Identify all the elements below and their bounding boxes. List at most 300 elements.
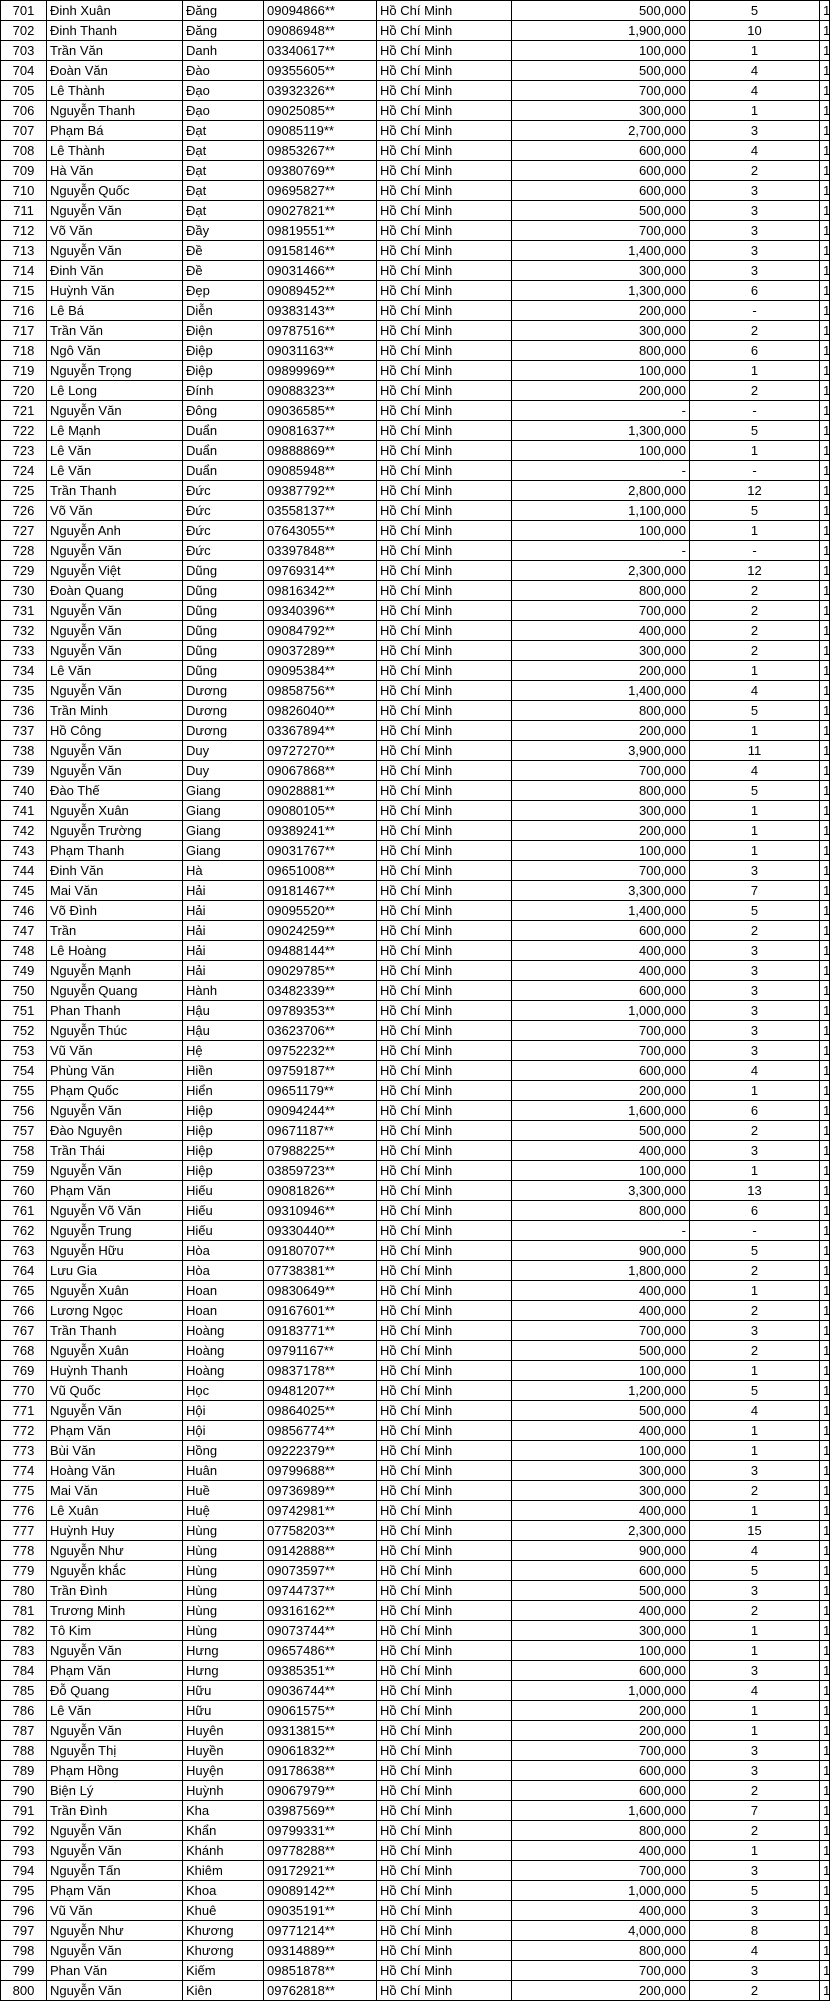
cell-row-number: 780	[1, 1581, 47, 1601]
cell-amount: 300,000	[512, 1621, 690, 1641]
cell-row-number: 784	[1, 1661, 47, 1681]
cell-phone: 09172921**	[264, 1861, 377, 1881]
cell-phone: 07758203**	[264, 1521, 377, 1541]
cell-flag: 1	[820, 401, 830, 421]
cell-family-name: Nguyễn Thanh	[47, 101, 183, 121]
cell-flag: 1	[820, 161, 830, 181]
cell-phone: 09178638**	[264, 1761, 377, 1781]
cell-flag: 1	[820, 601, 830, 621]
cell-amount: 2,800,000	[512, 481, 690, 501]
cell-city: Hồ Chí Minh	[377, 1361, 512, 1381]
cell-row-number: 768	[1, 1341, 47, 1361]
cell-amount: 200,000	[512, 1981, 690, 2001]
cell-count: 1	[690, 101, 820, 121]
table-row	[1, 281, 830, 301]
cell-count: 4	[690, 1681, 820, 1701]
cell-city: Hồ Chí Minh	[377, 1481, 512, 1501]
cell-given-name: Hải	[183, 881, 264, 901]
cell-count: 1	[690, 801, 820, 821]
cell-city: Hồ Chí Minh	[377, 361, 512, 381]
cell-city: Hồ Chí Minh	[377, 901, 512, 921]
cell-flag: 1	[820, 801, 830, 821]
cell-phone: 09742981**	[264, 1501, 377, 1521]
cell-family-name: Nguyễn Thúc	[47, 1021, 183, 1041]
cell-given-name: Huề	[183, 1481, 264, 1501]
cell-phone: 09222379**	[264, 1441, 377, 1461]
cell-city: Hồ Chí Minh	[377, 21, 512, 41]
table-row	[1, 701, 830, 721]
cell-row-number: 713	[1, 241, 47, 261]
cell-city: Hồ Chí Minh	[377, 1101, 512, 1121]
cell-city: Hồ Chí Minh	[377, 1141, 512, 1161]
cell-count: 2	[690, 601, 820, 621]
table-row	[1, 1521, 830, 1541]
cell-flag: 1	[820, 1041, 830, 1061]
cell-count: 1	[690, 1161, 820, 1181]
cell-flag: 1	[820, 61, 830, 81]
cell-phone: 09316162**	[264, 1601, 377, 1621]
cell-city: Hồ Chí Minh	[377, 1401, 512, 1421]
cell-family-name: Nguyễn Văn	[47, 681, 183, 701]
cell-given-name: Hùng	[183, 1621, 264, 1641]
table-row	[1, 1841, 830, 1861]
cell-given-name: Điệp	[183, 361, 264, 381]
cell-count: 2	[690, 381, 820, 401]
cell-phone: 09888869**	[264, 441, 377, 461]
table-row	[1, 1701, 830, 1721]
cell-family-name: Lương Ngọc	[47, 1301, 183, 1321]
cell-phone: 09029785**	[264, 961, 377, 981]
cell-row-number: 799	[1, 1961, 47, 1981]
cell-city: Hồ Chí Minh	[377, 741, 512, 761]
cell-family-name: Mai Văn	[47, 1481, 183, 1501]
cell-flag: 1	[820, 281, 830, 301]
cell-flag: 1	[820, 1761, 830, 1781]
table-row	[1, 201, 830, 221]
cell-given-name: Đạt	[183, 201, 264, 221]
cell-flag: 1	[820, 561, 830, 581]
cell-flag: 1	[820, 761, 830, 781]
cell-city: Hồ Chí Minh	[377, 1521, 512, 1541]
cell-city: Hồ Chí Minh	[377, 1781, 512, 1801]
cell-city: Hồ Chí Minh	[377, 601, 512, 621]
cell-row-number: 750	[1, 981, 47, 1001]
cell-amount: 2,300,000	[512, 1521, 690, 1541]
cell-phone: 09095384**	[264, 661, 377, 681]
cell-row-number: 763	[1, 1241, 47, 1261]
cell-row-number: 757	[1, 1121, 47, 1141]
cell-phone: 09651008**	[264, 861, 377, 881]
cell-family-name: Nguyễn Trường	[47, 821, 183, 841]
cell-given-name: Hưng	[183, 1641, 264, 1661]
cell-row-number: 731	[1, 601, 47, 621]
cell-given-name: Duẩn	[183, 461, 264, 481]
cell-count: 7	[690, 1801, 820, 1821]
table-row	[1, 1041, 830, 1061]
cell-row-number: 783	[1, 1641, 47, 1661]
table-row	[1, 1941, 830, 1961]
cell-flag: 1	[820, 1801, 830, 1821]
cell-city: Hồ Chí Minh	[377, 401, 512, 421]
cell-family-name: Nguyễn Trung	[47, 1221, 183, 1241]
cell-count: 6	[690, 1101, 820, 1121]
cell-phone: 09314889**	[264, 1941, 377, 1961]
cell-flag: 1	[820, 1701, 830, 1721]
cell-flag: 1	[820, 121, 830, 141]
cell-family-name: Trần	[47, 921, 183, 941]
cell-phone: 09385351**	[264, 1661, 377, 1681]
table-row	[1, 1981, 830, 2001]
table-row	[1, 1301, 830, 1321]
table-row	[1, 301, 830, 321]
cell-city: Hồ Chí Minh	[377, 1501, 512, 1521]
table-row	[1, 241, 830, 261]
cell-family-name: Trần Minh	[47, 701, 183, 721]
cell-row-number: 705	[1, 81, 47, 101]
cell-count: 6	[690, 1201, 820, 1221]
cell-row-number: 740	[1, 781, 47, 801]
cell-city: Hồ Chí Minh	[377, 201, 512, 221]
cell-given-name: Giang	[183, 841, 264, 861]
cell-phone: 09080105**	[264, 801, 377, 821]
cell-family-name: Tô Kim	[47, 1621, 183, 1641]
cell-amount: 600,000	[512, 981, 690, 1001]
table-row	[1, 501, 830, 521]
cell-given-name: Kiếm	[183, 1961, 264, 1981]
cell-row-number: 752	[1, 1021, 47, 1041]
cell-phone: 09816342**	[264, 581, 377, 601]
cell-flag: 1	[820, 461, 830, 481]
table-row	[1, 1921, 830, 1941]
table-row	[1, 1621, 830, 1641]
cell-family-name: Nguyễn Văn	[47, 641, 183, 661]
cell-count: 4	[690, 1401, 820, 1421]
cell-family-name: Nguyễn Văn	[47, 1821, 183, 1841]
cell-city: Hồ Chí Minh	[377, 1, 512, 21]
cell-family-name: Bùi Văn	[47, 1441, 183, 1461]
cell-city: Hồ Chí Minh	[377, 761, 512, 781]
cell-row-number: 726	[1, 501, 47, 521]
cell-city: Hồ Chí Minh	[377, 301, 512, 321]
cell-flag: 1	[820, 321, 830, 341]
cell-given-name: Hiệp	[183, 1161, 264, 1181]
cell-row-number: 754	[1, 1061, 47, 1081]
cell-given-name: Hiển	[183, 1081, 264, 1101]
cell-amount: 200,000	[512, 381, 690, 401]
cell-row-number: 785	[1, 1681, 47, 1701]
cell-phone: 07988225**	[264, 1141, 377, 1161]
cell-phone: 09853267**	[264, 141, 377, 161]
cell-given-name: Hậu	[183, 1001, 264, 1021]
cell-amount: 600,000	[512, 1761, 690, 1781]
cell-flag: 1	[820, 1981, 830, 2001]
cell-flag: 1	[820, 1501, 830, 1521]
cell-given-name: Hải	[183, 941, 264, 961]
cell-row-number: 710	[1, 181, 47, 201]
cell-phone: 09031163**	[264, 341, 377, 361]
cell-phone: 09837178**	[264, 1361, 377, 1381]
cell-given-name: Kha	[183, 1801, 264, 1821]
cell-city: Hồ Chí Minh	[377, 341, 512, 361]
cell-family-name: Phạm Văn	[47, 1881, 183, 1901]
table-row	[1, 1441, 830, 1461]
cell-flag: 1	[820, 1101, 830, 1121]
cell-given-name: Hoàng	[183, 1341, 264, 1361]
cell-count: 1	[690, 1641, 820, 1661]
cell-city: Hồ Chí Minh	[377, 381, 512, 401]
cell-row-number: 773	[1, 1441, 47, 1461]
cell-count: 13	[690, 1181, 820, 1201]
cell-family-name: Nguyễn Văn	[47, 541, 183, 561]
cell-amount: 1,300,000	[512, 281, 690, 301]
cell-amount: 300,000	[512, 641, 690, 661]
cell-flag: 1	[820, 261, 830, 281]
cell-flag: 1	[820, 1361, 830, 1381]
cell-count: 1	[690, 1361, 820, 1381]
cell-flag: 1	[820, 1401, 830, 1421]
cell-family-name: Nguyễn Văn	[47, 1721, 183, 1741]
cell-flag: 1	[820, 21, 830, 41]
cell-phone: 03340617**	[264, 41, 377, 61]
table-row	[1, 81, 830, 101]
cell-family-name: Nguyễn Văn	[47, 1981, 183, 2001]
table-row	[1, 1661, 830, 1681]
table-row	[1, 881, 830, 901]
cell-amount: 400,000	[512, 1281, 690, 1301]
cell-count: 11	[690, 741, 820, 761]
cell-family-name: Nguyễn Hữu	[47, 1241, 183, 1261]
cell-family-name: Nguyễn Quốc	[47, 181, 183, 201]
cell-city: Hồ Chí Minh	[377, 861, 512, 881]
cell-family-name: Nguyễn Như	[47, 1921, 183, 1941]
cell-phone: 09036744**	[264, 1681, 377, 1701]
cell-row-number: 737	[1, 721, 47, 741]
cell-amount: 100,000	[512, 1361, 690, 1381]
cell-row-number: 732	[1, 621, 47, 641]
cell-given-name: Hoàng	[183, 1361, 264, 1381]
table-row	[1, 1761, 830, 1781]
cell-amount: -	[512, 401, 690, 421]
cell-phone: 09073744**	[264, 1621, 377, 1641]
cell-family-name: Nguyễn Xuân	[47, 1281, 183, 1301]
cell-flag: 1	[820, 481, 830, 501]
cell-city: Hồ Chí Minh	[377, 1841, 512, 1861]
cell-family-name: Trần Văn	[47, 321, 183, 341]
cell-count: 3	[690, 1041, 820, 1061]
cell-family-name: Lê Thành	[47, 81, 183, 101]
cell-flag: 1	[820, 1741, 830, 1761]
cell-flag: 1	[820, 1161, 830, 1181]
cell-phone: 09826040**	[264, 701, 377, 721]
cell-count: 2	[690, 1261, 820, 1281]
cell-given-name: Diễn	[183, 301, 264, 321]
cell-count: 3	[690, 1901, 820, 1921]
cell-row-number: 771	[1, 1401, 47, 1421]
cell-given-name: Dương	[183, 721, 264, 741]
cell-given-name: Đạt	[183, 161, 264, 181]
cell-amount: 1,800,000	[512, 1261, 690, 1281]
cell-given-name: Hoan	[183, 1301, 264, 1321]
cell-count: 4	[690, 681, 820, 701]
cell-row-number: 796	[1, 1901, 47, 1921]
cell-city: Hồ Chí Minh	[377, 921, 512, 941]
cell-count: 3	[690, 1021, 820, 1041]
cell-phone: 09084792**	[264, 621, 377, 641]
cell-family-name: Hà Văn	[47, 161, 183, 181]
cell-count: 4	[690, 1941, 820, 1961]
cell-given-name: Duy	[183, 741, 264, 761]
cell-flag: 1	[820, 441, 830, 461]
cell-count: 5	[690, 781, 820, 801]
cell-row-number: 767	[1, 1321, 47, 1341]
cell-flag: 1	[820, 1321, 830, 1341]
cell-amount: 1,600,000	[512, 1801, 690, 1821]
cell-count: 3	[690, 1141, 820, 1161]
cell-count: 15	[690, 1521, 820, 1541]
cell-amount: 100,000	[512, 1161, 690, 1181]
cell-given-name: Đăng	[183, 1, 264, 21]
cell-given-name: Hiệp	[183, 1121, 264, 1141]
cell-family-name: Nguyễn Mạnh	[47, 961, 183, 981]
cell-count: 3	[690, 981, 820, 1001]
cell-given-name: Hòa	[183, 1241, 264, 1261]
cell-row-number: 775	[1, 1481, 47, 1501]
table-row	[1, 1141, 830, 1161]
cell-phone: 09081826**	[264, 1181, 377, 1201]
cell-count: 3	[690, 121, 820, 141]
cell-city: Hồ Chí Minh	[377, 1641, 512, 1661]
cell-family-name: Trần Thanh	[47, 1321, 183, 1341]
cell-given-name: Kiên	[183, 1981, 264, 2001]
cell-flag: 1	[820, 1641, 830, 1661]
cell-amount: 1,400,000	[512, 241, 690, 261]
cell-count: 2	[690, 621, 820, 641]
cell-family-name: Nguyễn Văn	[47, 621, 183, 641]
cell-family-name: Lê Bá	[47, 301, 183, 321]
cell-phone: 09183771**	[264, 1321, 377, 1341]
cell-amount: 100,000	[512, 41, 690, 61]
cell-amount: 100,000	[512, 441, 690, 461]
cell-given-name: Hưng	[183, 1661, 264, 1681]
cell-city: Hồ Chí Minh	[377, 1061, 512, 1081]
cell-given-name: Đào	[183, 61, 264, 81]
cell-family-name: Nguyễn Văn	[47, 1161, 183, 1181]
cell-amount: 600,000	[512, 181, 690, 201]
table-row	[1, 741, 830, 761]
cell-city: Hồ Chí Minh	[377, 41, 512, 61]
table-row	[1, 821, 830, 841]
cell-count: 1	[690, 361, 820, 381]
cell-row-number: 721	[1, 401, 47, 421]
cell-family-name: Võ Văn	[47, 501, 183, 521]
cell-row-number: 736	[1, 701, 47, 721]
cell-row-number: 753	[1, 1041, 47, 1061]
cell-amount: 400,000	[512, 1141, 690, 1161]
cell-family-name: Vũ Văn	[47, 1041, 183, 1061]
cell-given-name: Đức	[183, 541, 264, 561]
cell-count: 3	[690, 861, 820, 881]
cell-family-name: Phan Văn	[47, 1961, 183, 1981]
cell-given-name: Huyên	[183, 1721, 264, 1741]
cell-family-name: Đỗ Quang	[47, 1681, 183, 1701]
cell-count: 1	[690, 661, 820, 681]
cell-row-number: 772	[1, 1421, 47, 1441]
cell-given-name: Hiếu	[183, 1221, 264, 1241]
cell-flag: 1	[820, 1201, 830, 1221]
table-row	[1, 1121, 830, 1141]
cell-given-name: Huân	[183, 1461, 264, 1481]
cell-family-name: Đinh Thanh	[47, 21, 183, 41]
cell-flag: 1	[820, 501, 830, 521]
table-row	[1, 521, 830, 541]
cell-amount: 700,000	[512, 761, 690, 781]
cell-family-name: Phạm Quốc	[47, 1081, 183, 1101]
cell-count: 3	[690, 961, 820, 981]
cell-phone: 09089452**	[264, 281, 377, 301]
cell-flag: 1	[820, 1, 830, 21]
cell-flag: 1	[820, 1181, 830, 1201]
cell-given-name: Hồng	[183, 1441, 264, 1461]
cell-row-number: 725	[1, 481, 47, 501]
cell-phone: 09736989**	[264, 1481, 377, 1501]
cell-count: 1	[690, 1841, 820, 1861]
cell-amount: 3,300,000	[512, 1181, 690, 1201]
cell-amount: 400,000	[512, 961, 690, 981]
cell-flag: 1	[820, 301, 830, 321]
cell-city: Hồ Chí Minh	[377, 1261, 512, 1281]
cell-city: Hồ Chí Minh	[377, 961, 512, 981]
cell-flag: 1	[820, 521, 830, 541]
table-row	[1, 1401, 830, 1421]
cell-city: Hồ Chí Minh	[377, 1441, 512, 1461]
cell-phone: 09389241**	[264, 821, 377, 841]
cell-flag: 1	[820, 341, 830, 361]
cell-phone: 09025085**	[264, 101, 377, 121]
cell-row-number: 741	[1, 801, 47, 821]
cell-amount: 700,000	[512, 1961, 690, 1981]
cell-amount: -	[512, 461, 690, 481]
cell-row-number: 734	[1, 661, 47, 681]
table-row	[1, 1681, 830, 1701]
cell-phone: 09671187**	[264, 1121, 377, 1141]
cell-family-name: Nguyễn Văn	[47, 201, 183, 221]
cell-count: 1	[690, 1721, 820, 1741]
cell-count: 1	[690, 1281, 820, 1301]
table-row	[1, 421, 830, 441]
cell-phone: 09036585**	[264, 401, 377, 421]
cell-phone: 09899969**	[264, 361, 377, 381]
cell-city: Hồ Chí Minh	[377, 1701, 512, 1721]
cell-phone: 03367894**	[264, 721, 377, 741]
cell-family-name: Nguyễn Thị	[47, 1741, 183, 1761]
cell-given-name: Điện	[183, 321, 264, 341]
cell-flag: 1	[820, 741, 830, 761]
cell-count: 1	[690, 441, 820, 461]
cell-given-name: Hành	[183, 981, 264, 1001]
cell-amount: 400,000	[512, 1501, 690, 1521]
table-row	[1, 61, 830, 81]
cell-given-name: Hoàng	[183, 1321, 264, 1341]
cell-phone: 09037289**	[264, 641, 377, 661]
cell-count: 2	[690, 1601, 820, 1621]
cell-given-name: Hoan	[183, 1281, 264, 1301]
cell-count: -	[690, 401, 820, 421]
table-row	[1, 1101, 830, 1121]
cell-count: 5	[690, 1881, 820, 1901]
cell-row-number: 711	[1, 201, 47, 221]
table-row	[1, 541, 830, 561]
cell-city: Hồ Chí Minh	[377, 1321, 512, 1341]
